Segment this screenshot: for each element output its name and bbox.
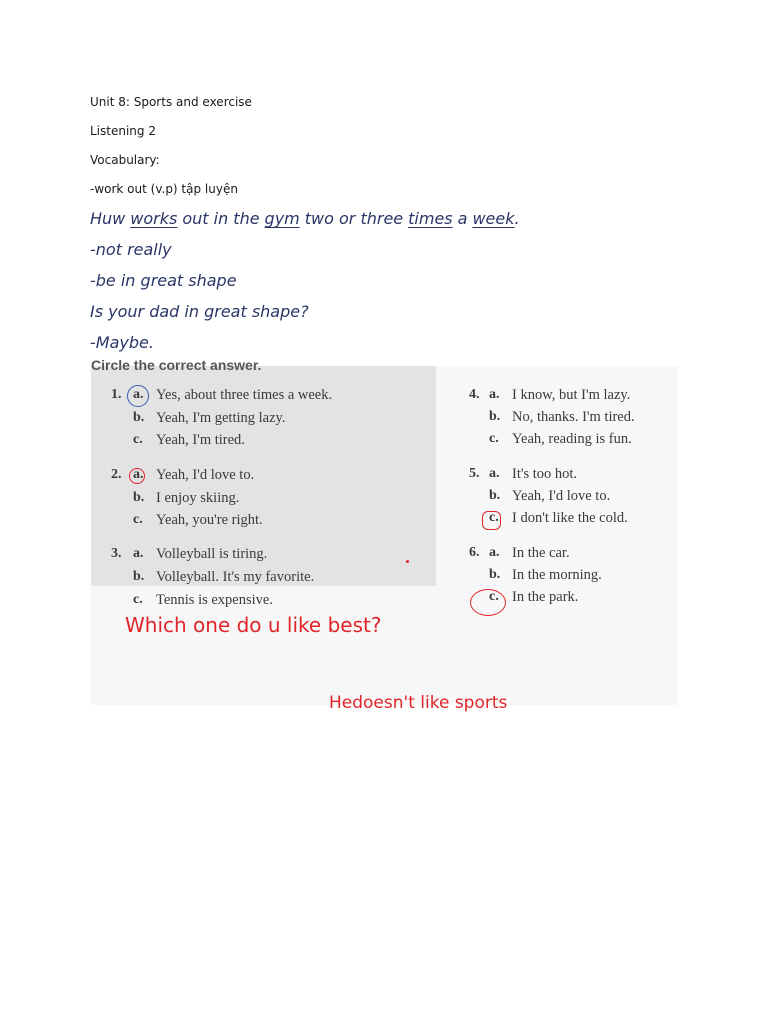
example-word-underlined: times — [408, 209, 453, 228]
option-letter: b. — [133, 410, 145, 425]
option-text: Volleyball. It's my favorite. — [156, 569, 315, 585]
red-dot-mark — [406, 560, 409, 563]
option-text: Yeah, you're right. — [156, 512, 263, 528]
question-number: 1. — [111, 387, 122, 402]
option-text: I know, but I'm lazy. — [512, 387, 631, 403]
note-line: -be in great shape — [90, 271, 237, 290]
question-number: 6. — [469, 545, 480, 560]
note-line: -not really — [90, 240, 172, 259]
red-annotation: Which one do u like best? — [125, 613, 382, 637]
blue-answer-circle — [127, 385, 149, 407]
option-letter: b. — [133, 569, 145, 584]
option-letter: a. — [489, 545, 500, 560]
vocab-item: -work out (v.p) tập luyện — [90, 182, 238, 196]
red-annotation: Hedoesn't like sports — [329, 693, 508, 713]
example-word: out in the — [182, 209, 260, 228]
option-text: Yes, about three times a week. — [156, 387, 333, 403]
option-text: I don't like the cold. — [512, 510, 628, 526]
option-text: In the morning. — [512, 567, 602, 583]
example-word: two or three — [304, 209, 404, 228]
question-number: 4. — [469, 387, 480, 402]
option-letter: c. — [133, 512, 143, 527]
option-letter: a. — [133, 546, 144, 561]
question-number: 5. — [469, 466, 480, 481]
example-word-underlined: week — [472, 209, 515, 228]
option-text: Yeah, I'd love to. — [512, 488, 611, 504]
option-letter: b. — [489, 488, 501, 503]
option-text: Yeah, I'm tired. — [156, 432, 245, 448]
option-text: Yeah, reading is fun. — [512, 431, 632, 447]
option-text: In the park. — [512, 589, 579, 605]
option-text: Yeah, I'd love to. — [156, 467, 255, 483]
option-letter: c. — [133, 592, 143, 607]
note-line: -Maybe. — [90, 333, 154, 352]
example-period: . — [514, 209, 520, 228]
option-letter: b. — [489, 409, 501, 424]
option-text: I enjoy skiing. — [156, 490, 240, 506]
example-word: a — [457, 209, 468, 228]
red-answer-circle — [129, 468, 145, 484]
option-letter: b. — [133, 490, 145, 505]
exercise-heading: Circle the correct answer. — [91, 357, 262, 373]
unit-title: Unit 8: Sports and exercise — [90, 95, 252, 109]
option-letter: a. — [489, 387, 500, 402]
option-text: Yeah, I'm getting lazy. — [156, 410, 286, 426]
red-answer-circle — [470, 589, 506, 616]
exercise-scan — [91, 357, 678, 713]
example-word-underlined: works — [130, 209, 178, 228]
vocab-label: Vocabulary: — [90, 153, 160, 167]
option-letter: c. — [133, 432, 143, 447]
note-line: Is your dad in great shape? — [90, 302, 309, 321]
option-letter: a. — [133, 467, 144, 482]
option-letter: a. — [489, 466, 500, 481]
option-letter: a. — [133, 387, 144, 402]
option-letter: b. — [489, 567, 501, 582]
option-text: It's too hot. — [512, 466, 578, 482]
option-letter: c. — [489, 431, 499, 446]
option-text: Tennis is expensive. — [156, 592, 273, 608]
option-letter: c. — [489, 510, 499, 525]
question-number: 2. — [111, 467, 122, 482]
example-sentence — [90, 209, 520, 229]
option-text: Volleyball is tiring. — [156, 546, 268, 562]
red-answer-circle — [482, 511, 501, 530]
option-letter: c. — [489, 589, 499, 604]
example-word: Huw — [90, 209, 126, 228]
option-text: No, thanks. I'm tired. — [512, 409, 635, 425]
option-text: In the car. — [512, 545, 570, 561]
section-title: Listening 2 — [90, 124, 156, 138]
example-word-underlined: gym — [264, 209, 300, 228]
question-number: 3. — [111, 546, 122, 561]
